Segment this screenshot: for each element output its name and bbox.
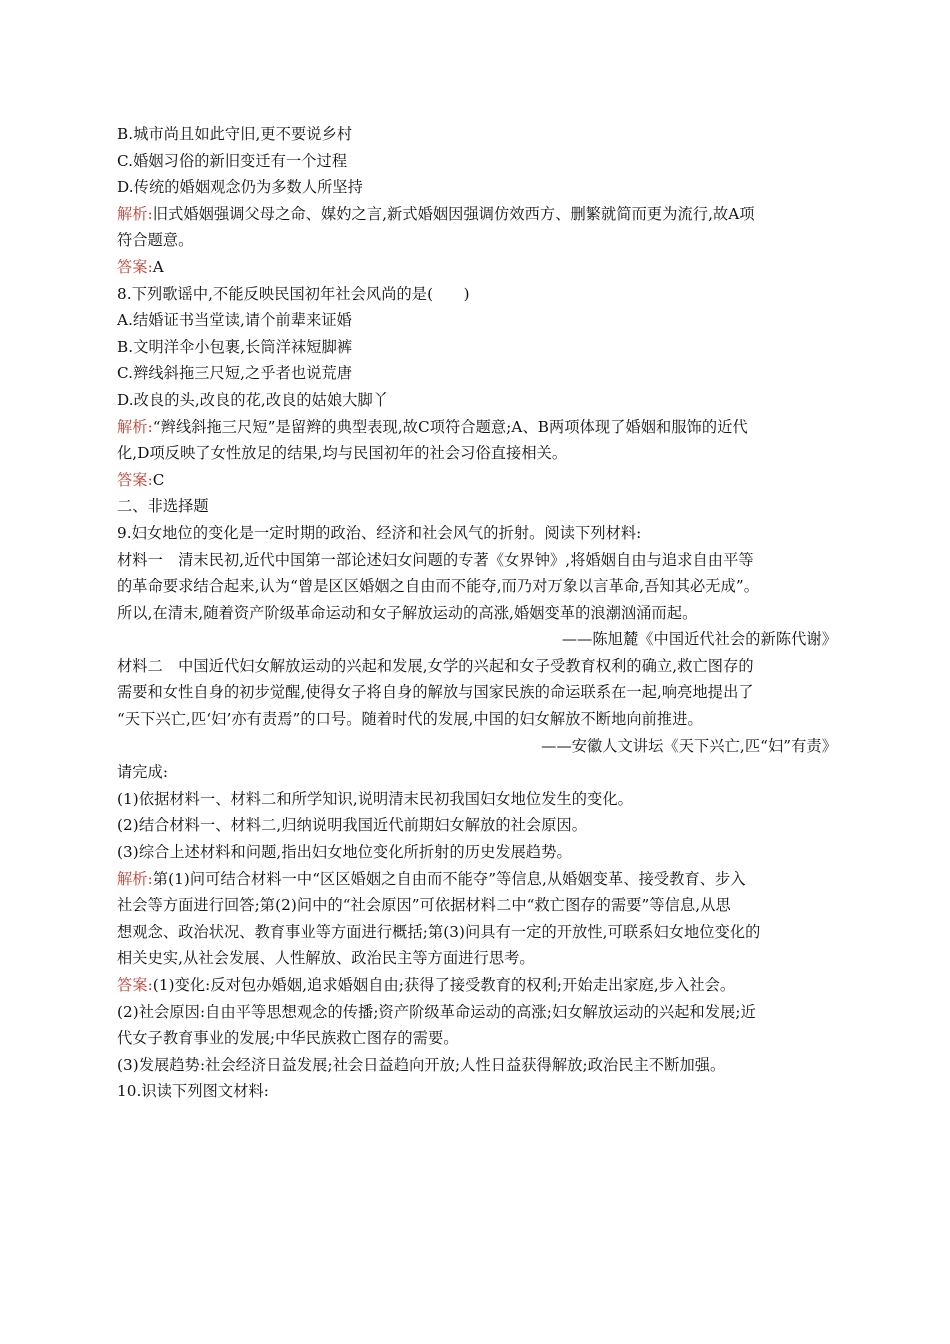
q9-answer-label: 答案: <box>117 976 153 994</box>
q7-analysis-line-1 <box>117 201 837 228</box>
q8-option-b: B.文明洋伞小包裹,长筒洋袜短脚裤 <box>117 337 353 356</box>
q7-analysis-label: 解析: <box>117 204 153 223</box>
q8-answer-label: 答案: <box>117 470 153 489</box>
q9-answer-text-1: (1)变化:反对包办婚姻,追求婚姻自由;获得了接受教育的权利;开始走出家庭,步入社会。 <box>152 976 736 994</box>
q9-analysis-line-3: 想观念、政治状况、教育事业等方面进行概括;第(3)问具有一定的开放性,可联系妇女地位变化的 <box>117 922 761 941</box>
q9-prompt: 请完成: <box>117 763 169 782</box>
q8-answer <box>117 467 837 494</box>
q7-option-c: C.婚姻习俗的新旧变迁有一个过程 <box>117 151 348 170</box>
q8-option-d: D.改良的头,改良的花,改良的姑娘大脚丫 <box>117 390 389 409</box>
q7-analysis-text-1: 旧式婚姻强调父母之命、媒妁之言,新式婚姻因强调仿效西方、删繁就简而更为流行,故A项 <box>152 204 755 223</box>
section-2-title: 二、非选择题 <box>117 497 209 516</box>
q9-material-1-line-2: 的革命要求结合起来,认为“曾是区区婚姻之自由而不能夺,而乃对万象以言革命,吾知其必无成”。 <box>117 577 760 596</box>
q9-material-1-line-1: 材料一 清末民初,近代中国第一部论述妇女问题的专著《女界钟》,将婚姻自由与追求自由平等 <box>117 550 754 569</box>
q9-question-1: (1)依据材料一、材料二和所学知识,说明清末民初我国妇女地位发生的变化。 <box>117 789 633 808</box>
q9-question-3: (3)综合上述材料和问题,指出妇女地位变化所折射的历史发展趋势。 <box>117 843 572 862</box>
q8-option-c: C.辫线斜拖三尺短,之乎者也说荒唐 <box>117 364 353 383</box>
q9-material-1-source: ——陈旭麓《中国近代社会的新陈代谢》 <box>561 630 837 649</box>
q8-answer-value: C <box>152 470 165 489</box>
q9-material-2-line-3: “天下兴亡,匹‘妇’亦有责焉”的口号。随着时代的发展,中国的妇女解放不断地向前推进。 <box>117 710 703 729</box>
q10-stem: 10.识读下列图文材料: <box>117 1082 269 1101</box>
q9-answer-line-4: (3)发展趋势:社会经济日益发展;社会日益趋向开放;人性日益获得解放;政治民主不断加强。 <box>117 1055 726 1074</box>
q8-analysis-label: 解析: <box>117 417 153 436</box>
q8-analysis-line-1 <box>117 414 837 441</box>
q8-analysis-line-2: 化,D项反映了女性放足的结果,均与民国初年的社会习俗直接相关。 <box>117 444 568 463</box>
q9-analysis-label: 解析: <box>117 869 153 888</box>
q9-analysis-line-4: 相关史实,从社会发展、人性解放、政治民主等方面进行思考。 <box>117 949 535 968</box>
q9-material-2-line-1: 材料二 中国近代妇女解放运动的兴起和发展,女学的兴起和女子受教育权利的确立,救亡图存的 <box>117 656 754 675</box>
q9-answer-line-2: (2)社会原因:自由平等思想观念的传播;资产阶级革命运动的高涨;妇女解放运动的兴起和发展;近 <box>117 1002 756 1021</box>
q9-answer-line-1 <box>117 972 837 999</box>
q9-material-2-source: ——安徽人文讲坛《天下兴亡,匹“妇”有责》 <box>541 736 837 755</box>
q9-material-2-line-2: 需要和女性自身的初步觉醒,使得女子将自身的解放与国家民族的命运联系在一起,响亮地提出了 <box>117 683 754 702</box>
q7-analysis-line-2: 符合题意。 <box>117 231 194 250</box>
q9-material-1-line-3: 所以,在清末,随着资产阶级革命运动和女子解放运动的高涨,婚姻变革的浪潮汹涌而起。 <box>117 603 698 622</box>
q9-stem: 9.妇女地位的变化是一定时期的政治、经济和社会风气的折射。阅读下列材料: <box>117 523 642 542</box>
q7-option-d: D.传统的婚姻观念仍为多数人所坚持 <box>117 178 363 197</box>
q9-analysis-line-1 <box>117 866 837 893</box>
q9-question-2: (2)结合材料一、材料二,归纳说明我国近代前期妇女解放的社会原因。 <box>117 816 588 835</box>
q8-stem: 8.下列歌谣中,不能反映民国初年社会风尚的是( ) <box>117 284 470 303</box>
q7-answer-value: A <box>152 257 164 276</box>
q8-analysis-text-1: “辫线斜拖三尺短”是留辫的典型表现,故C项符合题意;A、B两项体现了婚姻和服饰的近代 <box>152 417 748 436</box>
q7-answer <box>117 254 837 281</box>
q7-option-b: B.城市尚且如此守旧,更不要说乡村 <box>117 125 353 143</box>
q7-answer-label: 答案: <box>117 257 153 276</box>
q8-option-a: A.结婚证书当堂读,请个前辈来证婚 <box>117 311 352 330</box>
q9-answer-line-3: 代女子教育事业的发展;中华民族救亡图存的需要。 <box>117 1029 459 1048</box>
q9-analysis-text-1: 第(1)问可结合材料一中“区区婚姻之自由而不能夺”等信息,从婚姻变革、接受教育、步入 <box>152 869 746 888</box>
document-page <box>117 121 837 1105</box>
q9-analysis-line-2: 社会等方面进行回答;第(2)问中的“社会原因”可依据材料二中“救亡图存的需要”等信息,从思 <box>117 896 731 915</box>
